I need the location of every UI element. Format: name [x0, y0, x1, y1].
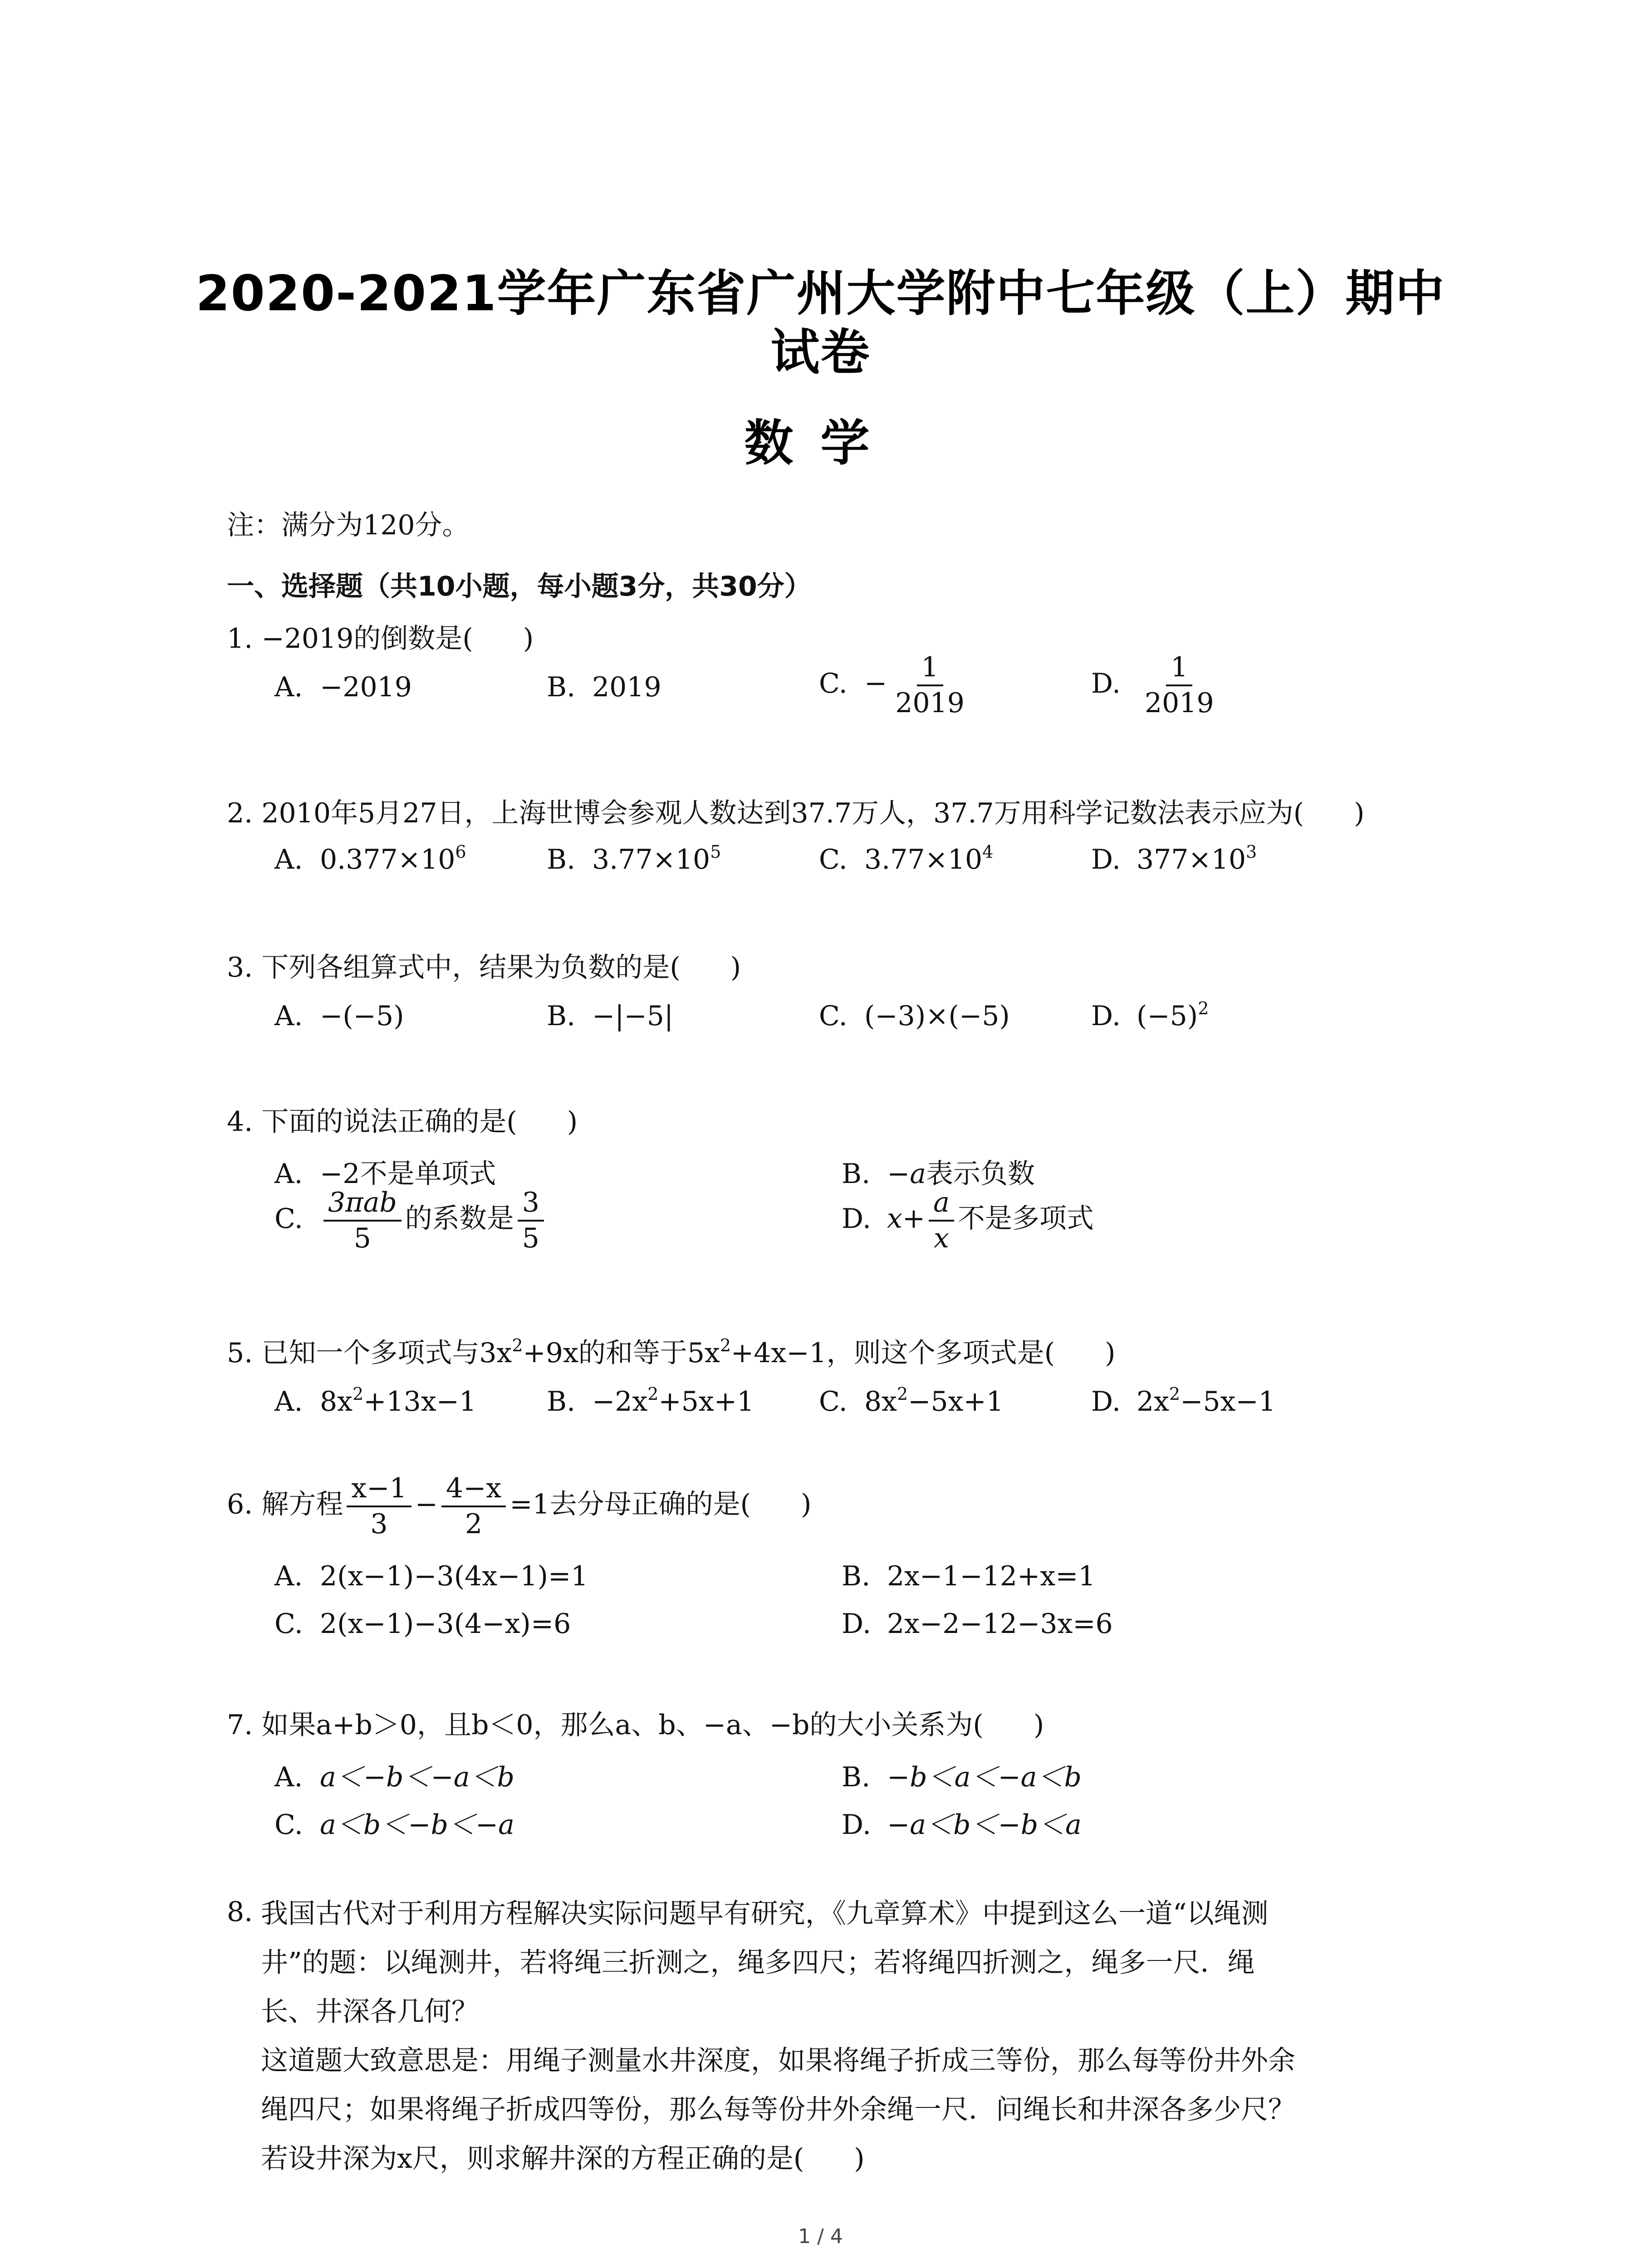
q3-option-d: D. $(-5)^2$ — [1091, 998, 1209, 1032]
question-1-close: ) — [523, 623, 534, 655]
score-note: 注：满分为120分。 — [227, 509, 470, 541]
q5-option-a: A. $8x^2+13x-1$ — [274, 1384, 477, 1418]
q7-option-b: B. −b＜a＜−a＜b — [842, 1761, 1082, 1793]
q3-option-c: C. (−3)×(−5) — [819, 1000, 1010, 1032]
q1-option-c: C. − $\frac{1}{2019}$ — [819, 651, 965, 719]
q2-option-c: C. $3.77\times 10^4$ — [819, 842, 994, 875]
question-6: 6. 解方程 $\frac{x-1}{3}$ − $\frac{4-x}{2}$ =1去分母正确的是( ) — [227, 1472, 812, 1540]
subject-title: 数学 — [744, 415, 897, 472]
q8-line: 绳四尺；如果将绳子折成四等份，那么每等份井外余绳一尺．问绳长和井深各多少尺？ — [261, 2094, 1295, 2126]
q5-option-c: C. $8x^2-5x+1$ — [819, 1384, 1004, 1418]
question-8-number: 8. — [227, 1896, 253, 1928]
q8-line: 这道题大致意思是：用绳子测量水井深度，如果将绳子折成三等份，那么每等份井外余 — [261, 2045, 1295, 2077]
q8-line: 若设井深为x尺，则求解井深的方程正确的是( ) — [261, 2143, 865, 2175]
q6-option-c: C. 2(x−1)−3(4−x)=6 — [274, 1608, 571, 1640]
q7-option-c: C. a＜b＜−b＜−a — [274, 1809, 514, 1841]
q1-option-d: D. $\frac{1}{2019}$ — [1091, 651, 1214, 719]
q7-option-d: D. −a＜b＜−b＜a — [842, 1809, 1082, 1841]
q6-option-d: D. 2x−2−12−3x=6 — [842, 1608, 1113, 1640]
q5-option-d: D. $2x^2-5x-1$ — [1091, 1384, 1276, 1418]
question-4: 4. 下面的说法正确的是( ) — [227, 1106, 578, 1138]
q1-option-a: A. −2019 — [274, 671, 412, 703]
question-8 — [261, 1889, 1495, 2183]
question-3: 3. 下列各组算式中，结果为负数的是( ) — [227, 952, 741, 983]
q2-option-d: D. $377\times 10^3$ — [1091, 842, 1257, 875]
q8-line: 井”的题：以绳测井，若将绳三折测之，绳多四尺；若将绳四折测之，绳多一尺．绳 — [261, 1947, 1255, 1979]
section-heading: 一、选择题（共10小题，每小题3分，共30分） — [227, 571, 812, 602]
question-5: 5. 已知一个多项式与$3x^2+9x$的和等于$5x^2+4x-1$，则这个多项式是( ) — [227, 1335, 1116, 1369]
q3-option-b: B. −|−5| — [547, 1000, 674, 1032]
question-1 — [227, 617, 534, 656]
exam-title-line2: 试卷 — [770, 324, 871, 381]
q4-option-b: B. −a表示负数 — [842, 1158, 1035, 1190]
q8-line: 我国古代对于利用方程解决实际问题早有研究，《九章算术》中提到这么一道“以绳测 — [261, 1898, 1269, 1930]
q4-option-d: D. x+ $\frac{a}{x}$ 不是多项式 — [842, 1187, 1094, 1254]
page-number: 1 / 4 — [798, 2225, 843, 2248]
q2-option-b: B. $3.77\times 10^5$ — [547, 842, 721, 875]
q5-option-b: B. $-2x^2+5x+1$ — [547, 1384, 754, 1418]
question-1-stem: 1. −2019的倒数是( — [227, 623, 473, 655]
q7-option-a: A. a＜−b＜−a＜b — [274, 1761, 514, 1793]
q3-option-a: A. −(−5) — [274, 1000, 404, 1032]
question-7: 7. 如果a+b＞0，且b＜0，那么a、b、−a、−b的大小关系为( ) — [227, 1709, 1044, 1741]
q1-option-b: B. 2019 — [547, 671, 661, 703]
question-2: 2. 2010年5月27日，上海世博会参观人数达到37.7万人，37.7万用科学记数法表示应为( ) — [227, 797, 1365, 829]
q4-option-a: A. −2不是单项式 — [274, 1158, 496, 1190]
q4-option-c: C. $\frac{\text{3πab}}{5}$ 的系数是 $\frac{3}{5}$ — [274, 1188, 548, 1253]
q6-option-b: B. 2x−1−12+x=1 — [842, 1560, 1096, 1592]
q8-line: 长、井深各几何？ — [261, 1996, 479, 2028]
q2-option-a: A. $0.377\times 10^6$ — [274, 842, 466, 875]
exam-title-line1: 2020-2021学年广东省广州大学附中七年级（上）期中 — [196, 265, 1445, 322]
q6-option-a: A. 2(x−1)−3(4x−1)=1 — [274, 1560, 588, 1592]
